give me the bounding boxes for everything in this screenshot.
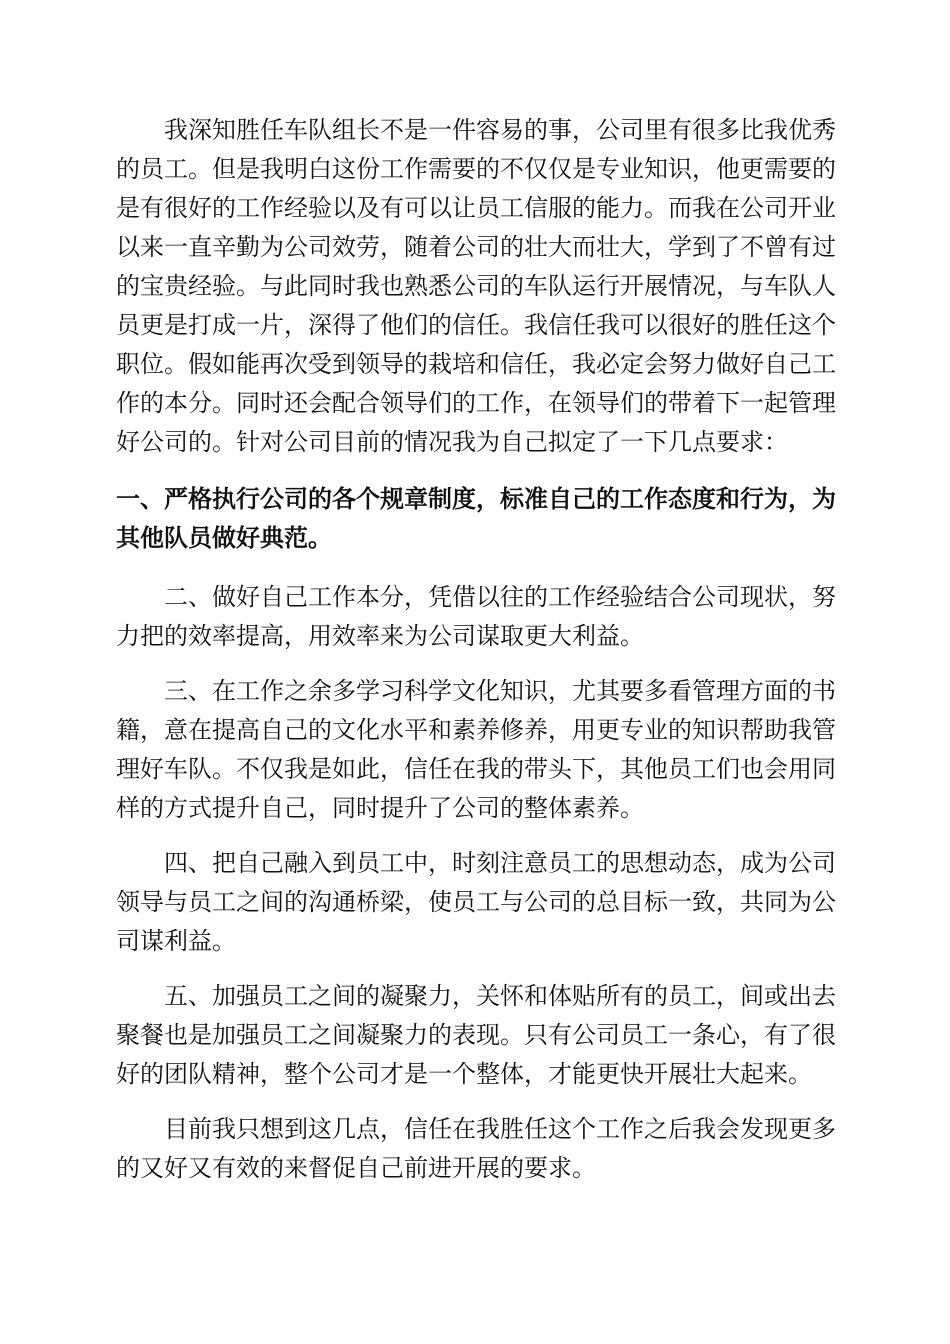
paragraph-conclusion: 目前我只想到这几点，信任在我胜任这个工作之后我会发现更多的又好又有效的来督促自己前进开展的要求。 xyxy=(116,1115,836,1182)
document-body xyxy=(116,111,836,1204)
paragraph-intro: 我深知胜任车队组长不是一件容易的事，公司里有很多比我优秀的员工。但是我明白这份工作需要的不仅仅是专业知识，他更需要的是有很好的工作经验以及有可以让员工信服的能力。而我在公司开业以来一直辛勤为公司效劳，随着公司的壮大而壮大，学到了不曾有过的宝贵经验。与此同时我也熟悉公司的车队运行开展情况，与车队人员更是打成一片，深得了他们的信任。我信任我可以很好的胜任这个职位。假如能再次受到领导的栽培和信任，我必定会努力做好自己工作的本分。同时还会配合领导们的工作，在领导们的带着下一起管理好公司的。针对公司目前的情况我为自己拟定了一下几点要求： xyxy=(116,116,836,456)
paragraph-item-5: 五、加强员工之间的凝聚力，关怀和体贴所有的员工，间或出去聚餐也是加强员工之间凝聚力的表现。只有公司员工一条心，有了很好的团队精神，整个公司才是一个整体，才能更快开展壮大起来。 xyxy=(116,982,836,1088)
paragraph-item-3: 三、在工作之余多学习科学文化知识，尤其要多看管理方面的书籍，意在提高自己的文化水平和素养修养，用更专业的知识帮助我管理好车队。不仅我是如此，信任在我的带头下，其他员工们也会用同样的方式提升自己，同时提升了公司的整体素养。 xyxy=(116,677,836,822)
paragraph-item-1: 一、严格执行公司的各个规章制度，标准自己的工作态度和行为，为其他队员做好典范。 xyxy=(116,485,836,552)
paragraph-item-4: 四、把自己融入到员工中，时刻注意员工的思想动态，成为公司领导与员工之间的沟通桥梁，使员工与公司的总目标一致，共同为公司谋利益。 xyxy=(116,849,836,955)
paragraph-item-2: 二、做好自己工作本分，凭借以往的工作经验结合公司现状，努力把的效率提高，用效率来为公司谋取更大利益。 xyxy=(116,583,836,650)
